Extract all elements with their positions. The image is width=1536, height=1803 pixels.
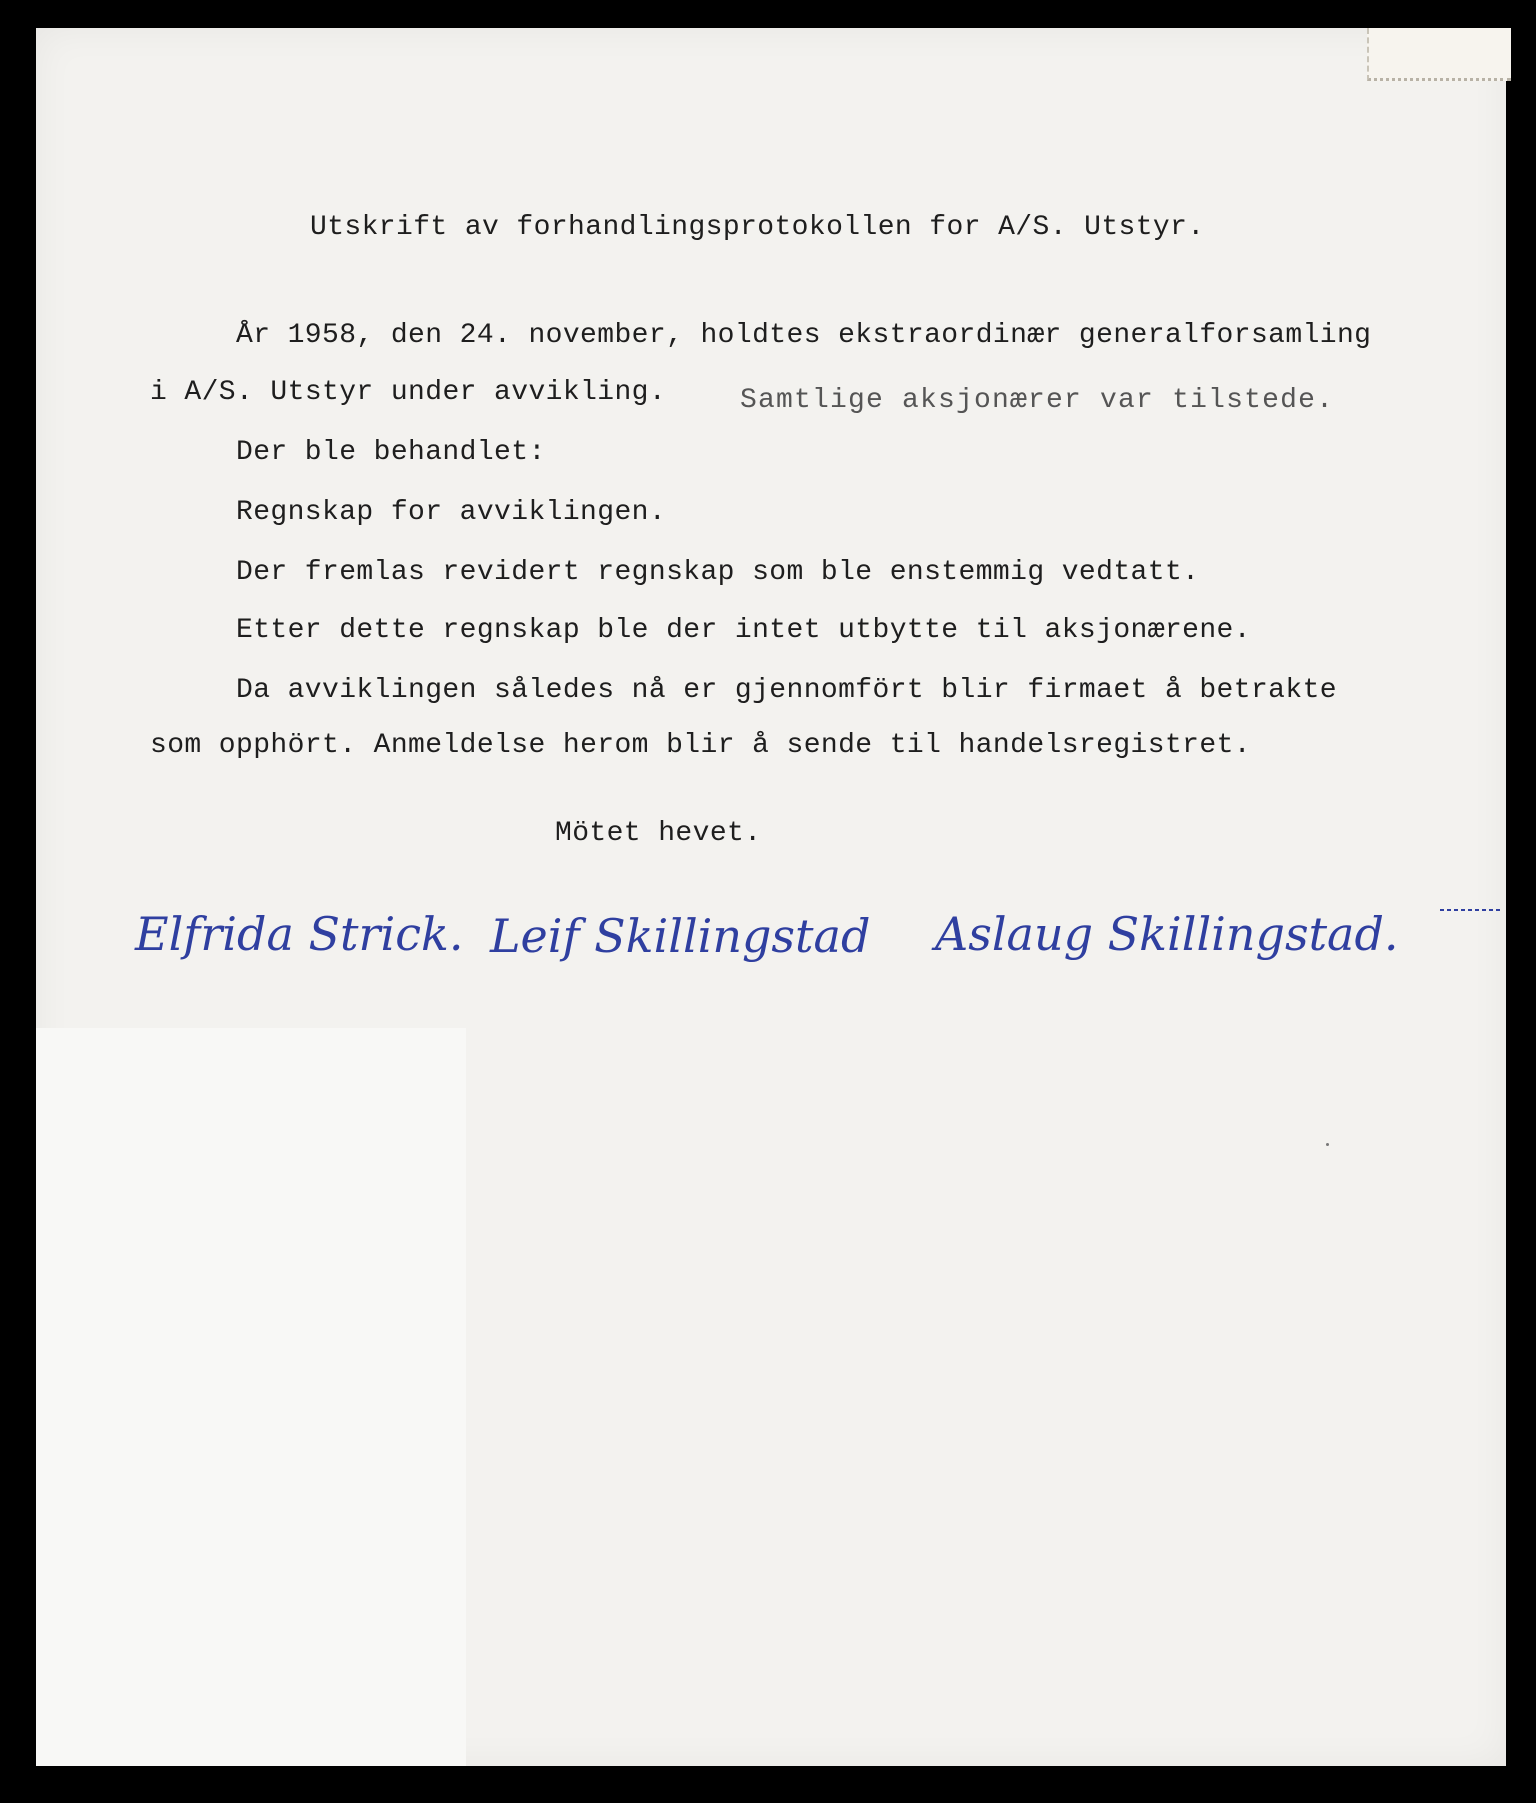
signature-1: Elfrida Strick. <box>135 907 464 961</box>
line-approved: Der fremlas revidert regnskap som ble enstemmig vedtatt. <box>236 557 1200 588</box>
paper-lighter-region <box>36 1028 466 1766</box>
paragraph1-line1: År 1958, den 24. november, holdtes ekstraordinær generalforsamling <box>236 320 1372 351</box>
line-dividend: Etter dette regnskap ble der intet utbytte til aksjonærene. <box>236 615 1251 646</box>
paragraph1-addendum: Samtlige aksjonærer var tilstede. <box>740 385 1335 416</box>
stamp-edge <box>1367 28 1511 81</box>
closing-line2: som opphört. Anmeldelse herom blir å sende til handelsregistret. <box>150 730 1251 761</box>
agenda-intro: Der ble behandlet: <box>236 437 546 468</box>
closing-line1: Da avviklingen således nå er gjennomfört blir firmaet å betrakte <box>236 675 1337 706</box>
adjourned-line: Mötet hevet. <box>555 818 762 849</box>
agenda-item: Regnskap for avviklingen. <box>236 497 667 528</box>
signature-block <box>130 880 1510 1010</box>
paragraph1-line2: i A/S. Utstyr under avvikling. <box>150 377 667 408</box>
document-title: Utskrift av forhandlingsprotokollen for A/S. Utstyr. <box>310 212 1205 243</box>
paper-speck <box>1326 1143 1329 1146</box>
signature-3: Aslaug Skillingstad. <box>935 907 1399 961</box>
signature-2: Leif Skillingstad <box>490 909 871 963</box>
